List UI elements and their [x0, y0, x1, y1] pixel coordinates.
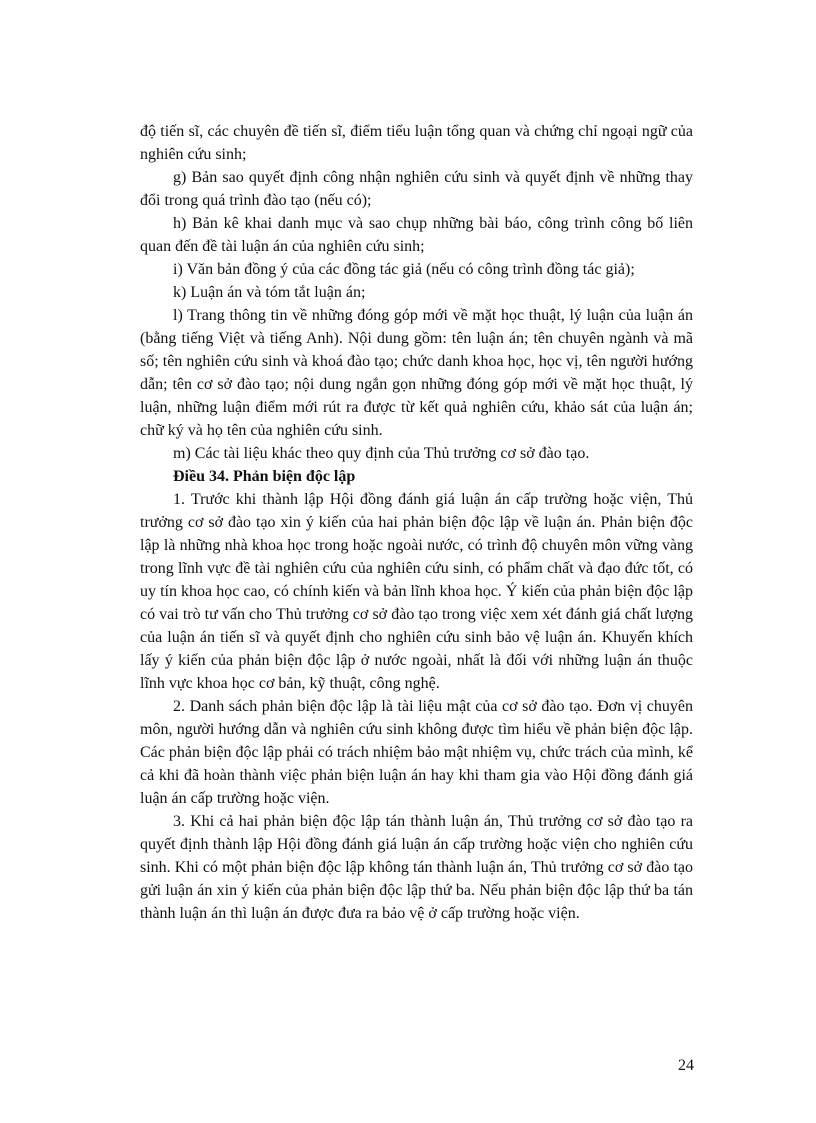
list-item-m: m) Các tài liệu khác theo quy định của Thủ trưởng cơ sở đào tạo.	[173, 445, 590, 462]
list-item-k: k) Luận án và tóm tắt luận án;	[173, 284, 366, 301]
page-number: 24	[678, 1057, 694, 1074]
list-item-g: g) Bản sao quyết định công nhận nghiên cứu sinh và quyết định về những thay đổi trong quá trình đào tạo (nếu có);	[140, 169, 693, 209]
article-paragraph-2: 2. Danh sách phản biện độc lập là tài liệu mật của cơ sở đào tạo. Đơn vị chuyên môn, người hướng dẫn và nghiên cứu sinh không được tìm hiểu về phản biện độc lập. Các phản biện độc lập phải có trách nhiệm bảo mật nhiệm vụ, chức trách của mình, kể cả khi đã hoàn thành việc phản biện luận án hay khi tham gia vào Hội đồng đánh giá luận án cấp trường hoặc viện.	[140, 698, 693, 807]
list-item-l: l) Trang thông tin về những đóng góp mới về mặt học thuật, lý luận của luận án (bằng tiếng Việt và tiếng Anh). Nội dung gồm: tên luận án; tên chuyên ngành và mã số; tên nghiên cứu sinh và khoá đào tạo; chức danh khoa học, học vị, tên người hướng dẫn; tên cơ sở đào tạo; nội dung ngắn gọn những đóng góp mới về mặt học thuật, lý luận, những luận điểm mới rút ra được từ kết quả nghiên cứu, khảo sát của luận án; chữ ký và họ tên của nghiên cứu sinh.	[140, 307, 693, 439]
document-body	[140, 120, 693, 925]
article-heading: Điều 34. Phản biện độc lập	[173, 468, 356, 485]
list-item-i: i) Văn bản đồng ý của các đồng tác giả (nếu có công trình đồng tác giả);	[173, 261, 635, 278]
article-paragraph-1: 1. Trước khi thành lập Hội đồng đánh giá luận án cấp trường hoặc viện, Thủ trưởng cơ sở đào tạo xin ý kiến của hai phản biện độc lập về luận án. Phản biện độc lập là những nhà khoa học trong hoặc ngoài nước, có trình độ chuyên môn vững vàng trong lĩnh vực đề tài nghiên cứu của nghiên cứu sinh, có phẩm chất và đạo đức tốt, có uy tín khoa học cao, có chính kiến và bản lĩnh khoa học. Ý kiến của phản biện độc lập có vai trò tư vấn cho Thủ trưởng cơ sở đào tạo trong việc xem xét đánh giá chất lượng của luận án tiến sĩ và quyết định cho nghiên cứu sinh bảo vệ luận án. Khuyến khích lấy ý kiến của phản biện độc lập ở nước ngoài, nhất là đối với những luận án thuộc lĩnh vực khoa học cơ bản, kỹ thuật, công nghệ.	[140, 491, 693, 692]
paragraph-continuation: độ tiến sĩ, các chuyên đề tiến sĩ, điểm tiểu luận tổng quan và chứng chỉ ngoại ngữ của nghiên cứu sinh;	[140, 123, 693, 163]
article-paragraph-3: 3. Khi cả hai phản biện độc lập tán thành luận án, Thủ trưởng cơ sở đào tạo ra quyết định thành lập Hội đồng đánh giá luận án cấp trường hoặc viện cho nghiên cứu sinh. Khi có một phản biện độc lập không tán thành luận án, Thủ trưởng cơ sở đào tạo gửi luận án xin ý kiến của phản biện độc lập thứ ba. Nếu phản biện độc lập thứ ba tán thành luận án thì luận án được đưa ra bảo vệ ở cấp trường hoặc viện.	[140, 813, 693, 922]
list-item-h: h) Bản kê khai danh mục và sao chụp những bài báo, công trình công bố liên quan đến đề tài luận án của nghiên cứu sinh;	[140, 215, 693, 255]
